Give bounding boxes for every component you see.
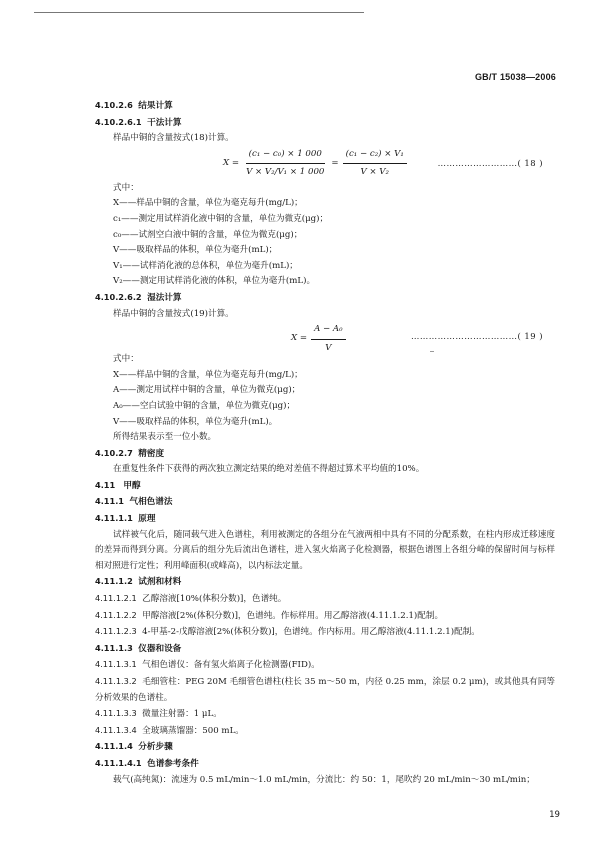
variable-def: A——测定用试样中铜的含量，单位为微克(μg)； xyxy=(113,385,301,396)
top-rule xyxy=(34,12,364,13)
reagent-item: 4.11.1.2.3 4-甲基-2-戊醇溶液[2%(体积分数)]，色谱纯。作内标用。用乙醇溶液(4.11.1.2.1)配制。 xyxy=(95,626,480,638)
variable-def: V₁——试样消化液的总体积，单位为毫升(mL)； xyxy=(113,260,298,271)
fraction: $\frac{\text{(c₁ − c₂) × V₁}}{\text{V × V₂}}$ xyxy=(343,147,407,181)
standard-code: GB/T 15038—2006 xyxy=(474,72,556,82)
equipment-item: 4.11.1.3.1 气相色谱仪：备有氢火焰离子化检测器(FID)。 xyxy=(95,659,320,671)
heading-4-11-1-3: 4.11.1.3 仪器和设备 xyxy=(95,642,182,654)
fraction: $\frac{\text{(c₁ − c₀) × 1 000}}{\text{V × V₂/V₁ × 1 000}}$ xyxy=(246,148,325,178)
variable-def: A₀——空白试验中铜的含量，单位为微克(μg)； xyxy=(113,400,296,411)
equipment-item: 4.11.1.3.3 微量注射器：1 μL。 xyxy=(95,708,222,720)
variable-def: V₂——测定用试样消化液的体积，单位为毫升(mL)。 xyxy=(113,276,316,287)
heading-4-10-2-6-2: 4.10.2.6.2 湿法计算 xyxy=(95,291,182,303)
variable-def: X——样品中铜的含量，单位为毫克每升(mg/L)； xyxy=(113,369,303,380)
principle-paragraph: 试样被气化后，随同载气进入色谱柱，利用被测定的各组分在气液两相中具有不同的分配系数，在柱内形成迁移速度的差异而得到分离。分离后的组分先后流出色谱柱，进入氢火焰离子化检测器，根据色谱图上各组分峰的保留时间与标样相对照进行定性；利用峰面积(或峰高)，以内标法定量。 xyxy=(95,529,555,571)
reagent-item: 4.11.1.2.1 乙醇溶液[10%(体积分数)]，色谱纯。 xyxy=(95,593,287,605)
heading-4-11-1: 4.11.1 气相色谱法 xyxy=(95,496,173,508)
heading-4-11-1-1: 4.11.1.1 原理 xyxy=(95,513,156,525)
heading-4-11-1-4: 4.11.1.4 分析步骤 xyxy=(95,741,173,753)
heading-4-10-2-6: 4.10.2.6 结果计算 xyxy=(95,100,173,111)
equation-number: ………………………( 18 ) xyxy=(437,157,543,168)
result-note: 所得结果表示至一位小数。 xyxy=(113,432,217,443)
variable-def: c₁——测定用试样消化液中铜的含量，单位为微克(μg)； xyxy=(113,213,329,224)
where-label: 式中： xyxy=(113,182,139,193)
equation-number: ………………………………( 19 ) xyxy=(410,331,543,342)
heading-4-11: 4.11 甲醇 xyxy=(95,479,141,491)
intro-text: 样品中铜的含量按式(18)计算。 xyxy=(113,133,234,144)
variable-def: X——样品中铜的含量，单位为毫克每升(mg/L)； xyxy=(113,198,303,209)
variable-def: V——吸取样品的体积，单位为毫升(mL)。 xyxy=(113,416,278,427)
formula-19: X = $\frac{\text{A − A₀}}{V}$ ………………………………( 19 ) xyxy=(95,322,555,352)
chromatography-conditions: 载气(高纯氮)：流速为 0.5 mL/min～1.0 mL/min，分流比：约 50：1，尾吹约 20 mL/min～30 mL/min； xyxy=(113,774,535,785)
precision-text: 在重复性条件下获得的两次独立测定结果的绝对差值不得超过算术平均值的10%。 xyxy=(113,464,425,475)
fraction: $\frac{\text{A − A₀}}{V}$ xyxy=(311,322,346,356)
intro-text: 样品中铜的含量按式(19)计算。 xyxy=(113,308,234,319)
page-number: 19 xyxy=(549,810,560,820)
where-label: 式中： xyxy=(113,354,139,365)
formula-18: X = $\frac{\text{(c₁ − c₀) × 1 000}}{\text{V × V₂/V₁ × 1 000}}$ = $\frac{\text{(c₁ − c₂) × V₁}}{\text{V × V₂}}$ ………………………( 18 ) xyxy=(95,147,555,181)
equipment-item: 4.11.1.3.2 毛细管柱：PEG 20M 毛细管色谱柱(柱长 35 m～50 m，内径 0.25 mm，涂层 0.2 μm)，或其他具有同等分析效果的色谱柱。 xyxy=(95,676,555,703)
equipment-item: 4.11.1.3.4 全玻璃蒸馏器：500 mL。 xyxy=(95,724,244,736)
heading-4-11-1-2: 4.11.1.2 试剂和材料 xyxy=(95,576,182,588)
heading-4-10-2-6-1: 4.10.2.6.1 干法计算 xyxy=(95,116,182,128)
variable-def: V——吸取样品的体积，单位为毫升(mL)； xyxy=(113,245,278,256)
document-body xyxy=(95,98,555,788)
heading-4-11-1-4-1: 4.11.1.4.1 色谱参考条件 xyxy=(95,757,199,769)
scan-mark xyxy=(430,351,434,352)
variable-def: c₀——试剂空白液中铜的含量，单位为微克(μg)； xyxy=(113,229,303,240)
reagent-item: 4.11.1.2.2 甲醇溶液[2%(体积分数)]，色谱纯。作标样用。用乙醇溶液(4.11.1.2.1)配制。 xyxy=(95,609,444,621)
heading-4-10-2-7: 4.10.2.7 精密度 xyxy=(95,447,165,459)
